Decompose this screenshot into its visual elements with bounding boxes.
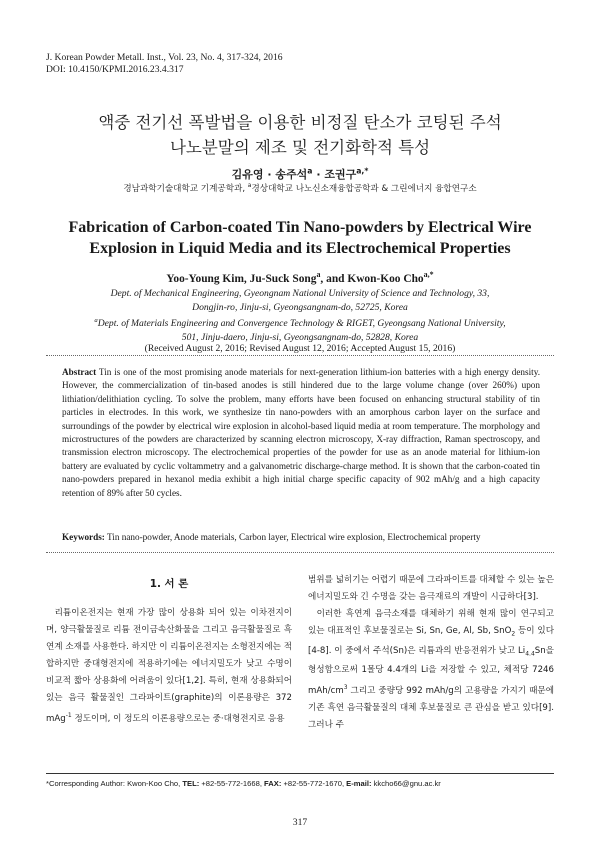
corresponding-author-footnote [46, 779, 554, 788]
paragraph-text: 정도이며, 이 정도의 이론용량으로는 중·대형전지로 응용 [71, 713, 285, 724]
affiliation-1-line2: Dongjin-ro, Jinju-si, Gyeongsangnam-do, 52725, Korea [192, 301, 408, 313]
body-paragraph [46, 605, 292, 728]
paragraph-text: 이러한 흑연계 음극소재를 대체하기 위해 현재 많이 연구되고 있는 대표적인 후보물질로는 Si, Sn, Ge, Al, Sb, SnO [308, 609, 554, 636]
footnote-name: Kwon-Koo Cho, [124, 779, 183, 788]
superscript: -1 [65, 712, 72, 719]
fax-value: +82-55-772-1670, [281, 779, 347, 788]
affiliation-superscript: a [247, 182, 252, 190]
author-separator: · [316, 168, 321, 181]
bottom-divider [46, 552, 554, 553]
author-superscript: a,* [356, 166, 369, 176]
english-affiliation [0, 287, 600, 344]
keywords [62, 532, 540, 542]
korean-affiliation-1: 경남과학기술대학교 기계공학과, [123, 184, 248, 194]
subscript: 2 [511, 630, 516, 638]
journal-header [46, 52, 283, 76]
right-column [308, 572, 554, 734]
korean-affiliation [0, 182, 600, 194]
english-author-last: , and Kwon-Koo Cho [320, 272, 424, 285]
footnote-label: *Corresponding Author: [46, 779, 125, 788]
korean-author-3: 조권구 [324, 168, 357, 181]
email-label: E-mail: [346, 779, 372, 788]
keywords-text: Tin nano-powder, Anode materials, Carbon layer, Electrical wire explosion, Electrochemical property [107, 532, 481, 542]
page-number: 317 [292, 817, 308, 828]
author-superscript: a,* [423, 270, 434, 279]
tel-label: TEL: [182, 779, 200, 788]
korean-author-2: 송주석 [275, 168, 308, 181]
korean-title-line1: 액중 전기선 폭발법을 이용한 비정질 탄소가 코팅된 주석 [98, 113, 502, 132]
author-superscript: a [316, 270, 321, 279]
fax-label: FAX: [264, 779, 282, 788]
korean-affiliation-2: 경상대학교 나노신소재융합공학과 & 그린에너지 융합연구소 [251, 184, 477, 194]
english-title [0, 217, 600, 259]
journal-doi: DOI: 10.4150/KPMI.2016.23.4.317 [46, 64, 184, 75]
received-dates: (Received August 2, 2016; Revised August 12, 2016; Accepted August 15, 2016) [144, 343, 456, 354]
subscript: 4.4 [525, 650, 535, 658]
tel-value: +82-55-772-1668, [199, 779, 265, 788]
footnote-divider [46, 773, 554, 774]
keywords-label: Keywords: [62, 532, 105, 542]
left-column [46, 572, 292, 728]
body-paragraph [308, 606, 554, 734]
affiliation-superscript: a [94, 317, 98, 324]
superscript: 3 [343, 684, 348, 692]
paragraph-text: 리튬이온전지는 현재 가장 많이 상용화 되어 있는 이차전지이며, 양극활물질로 리튬 전이금속산화물을 그리고 음극활물질로 흑연계 소재를 사용한다. 하지만 이 리튬이온전지는 소형전지에는 적합하지만 중대형전지에 적용하기에는 에너지밀도가 낮고 수명이 비교적 짧아 상용화에 어려움이 있다[1,2]. 특히, 현재 상용화되어 있는 음극 활물질인 그라파이트(graphite)의 이론용량은 372 mAg [46, 608, 292, 724]
paragraph-text: 그리고 중량당 992 mAh/g의 고용량을 가지기 때문에 기존 흑연 음극활물질의 대체 후보물질로 큰 관심을 받고 있다[9]. 그러나 주 [308, 686, 554, 731]
korean-title-line2: 나노분말의 제조 및 전기화학적 특성 [169, 138, 431, 157]
section-heading: 1. 서 론 [149, 578, 189, 590]
journal-citation: J. Korean Powder Metall. Inst., Vol. 23, No. 4, 317-324, 2016 [46, 52, 283, 63]
abstract-label: Abstract [62, 367, 97, 377]
body-paragraph: 범위를 넓히기는 어렵기 때문에 그라파이트를 대체할 수 있는 높은 에너지밀도와 긴 수명을 갖는 음극재료의 개발이 시급하다[3]. [308, 575, 554, 602]
affiliation-2-line2: 501, Jinju-daero, Jinju-si, Gyeongsangnam-do, 52828, Korea [181, 331, 419, 343]
affiliation-1-line1: Dept. of Mechanical Engineering, Gyeongnam National University of Science and Technology, 33, [110, 288, 490, 299]
author-superscript: a [307, 166, 313, 176]
paragraph-text: 등이 있다[4-8]. 이 중에서 주석(Sn)은 리튬과의 반응전위가 낮고 Li [308, 626, 554, 656]
korean-title [0, 110, 600, 160]
korean-authors [0, 166, 600, 182]
english-author-names: Yoo-Young Kim, Ju-Suck Song [166, 272, 317, 285]
author-separator: · [267, 168, 272, 181]
english-title-line1: Fabrication of Carbon-coated Tin Nano-powders by Electrical Wire [68, 219, 532, 236]
paragraph-text: Sn을 형성함으로써 1몰당 4.4개의 Li을 저장할 수 있고, 체적당 7246 mAh/cm [308, 645, 554, 697]
top-divider [46, 355, 554, 356]
email-value: kkcho66@gnu.ac.kr [371, 779, 441, 788]
affiliation-2-line1: Dept. of Materials Engineering and Convergence Technology & RIGET, Gyeongsang National University, [97, 318, 506, 330]
abstract-text: Tin is one of the most promising anode materials for next-generation lithium-ion batteries with a high energy density. However, the commercialization of tin-based anodes is still hindered due to the large volume change (over 260%) upon lithiation/delithiation cycling. To solve the problem, many efforts have been focused on enhancing structural stability of tin particles in electrodes. In this work, we synthesize tin nano-powders with an amorphous carbon layer on the surface and surroundings of the powder by electrical wire explosion in alcohol-based liquid media at room temperature. The morphology and microstructures of the powders are characterized by scanning electron microscopy, X-ray diffraction, Raman spectroscopy, and transmission electron microscopy. The electrochemical properties of the powder for use as an anode material for lithium-ion battery are evaluated by cyclic voltammetry and a galvanometric discharge-charge method. It is shown that the carbon-coated tin nano-powders prepared in hexanol media exhibit a high initial charge specific capacity of 902 mAh/g and a high capacity retention of 89% after 50 cycles. [62, 367, 540, 498]
english-authors [0, 270, 600, 285]
abstract [62, 366, 540, 500]
english-title-line2: Explosion in Liquid Media and its Electrochemical Properties [89, 240, 511, 257]
korean-author-1: 김유영 [231, 168, 264, 181]
